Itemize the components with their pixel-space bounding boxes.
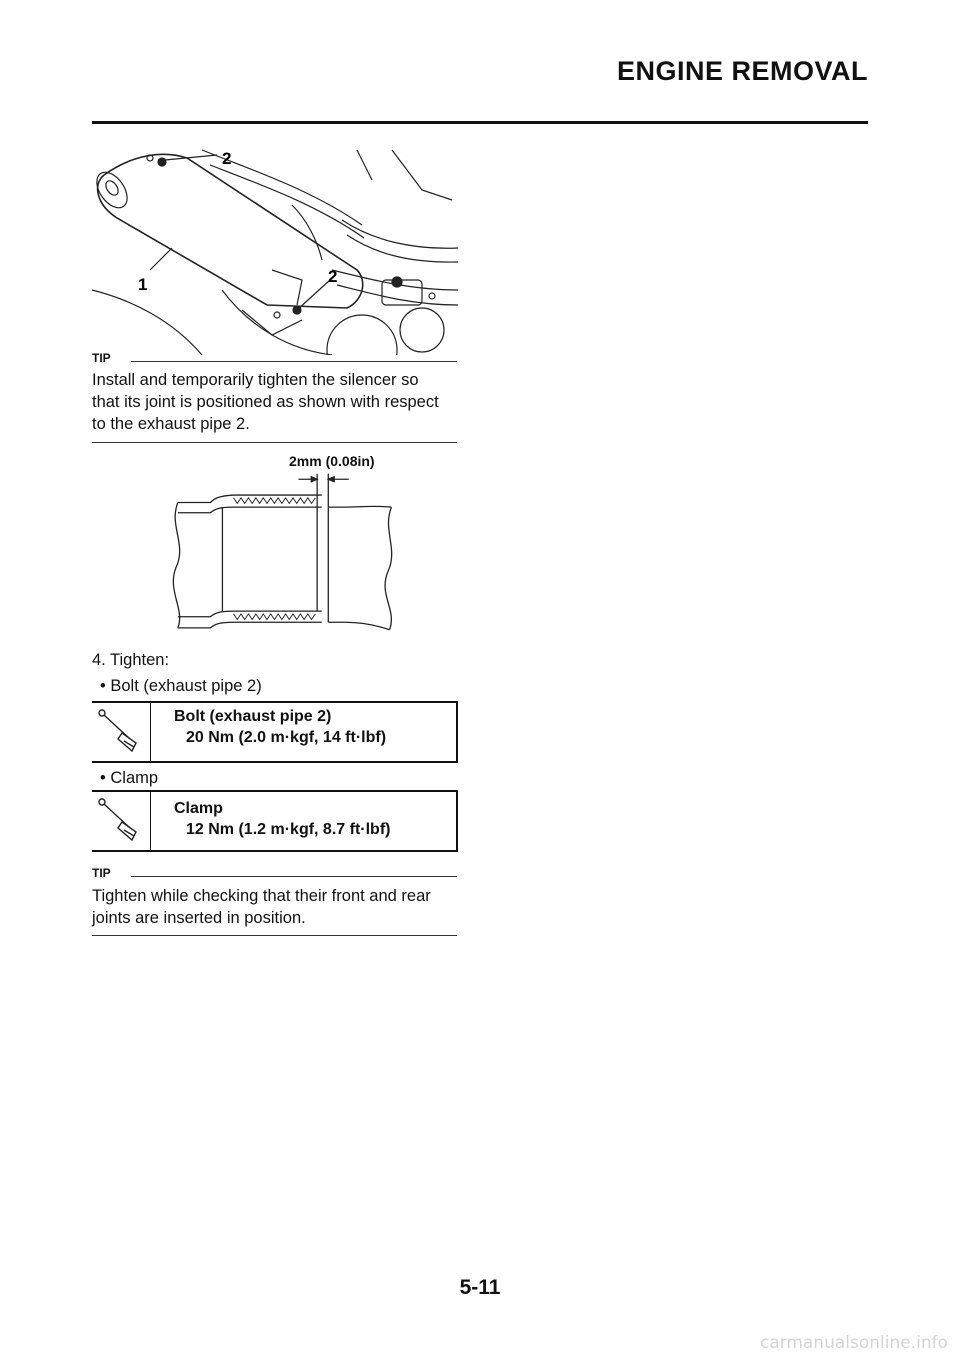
tip-text-line: Install and temporarily tighten the silencer so bbox=[92, 371, 419, 389]
step-bullet-bolt: • Bolt (exhaust pipe 2) bbox=[100, 677, 262, 695]
tip-text bbox=[92, 885, 431, 929]
tip-text-line: to the exhaust pipe 2. bbox=[92, 415, 250, 433]
tip-text-line: that its joint is positioned as shown with respect bbox=[92, 393, 439, 411]
spec-icon-cell bbox=[92, 703, 151, 761]
spec-name: Clamp bbox=[174, 800, 223, 817]
step-bullet-clamp: • Clamp bbox=[100, 769, 159, 787]
watermark: carmanualsonline.info bbox=[759, 1333, 948, 1353]
tip-label: TIP bbox=[92, 866, 111, 880]
tip-end-rule bbox=[92, 442, 457, 443]
spec-icon-cell bbox=[92, 792, 151, 850]
tip-rule bbox=[131, 361, 457, 362]
page-number: 5-11 bbox=[459, 1276, 501, 1299]
header-rule bbox=[92, 121, 868, 124]
tip-end-rule bbox=[92, 935, 457, 936]
torque-wrench-icon bbox=[92, 703, 150, 761]
torque-wrench-icon bbox=[92, 792, 150, 850]
callout-1: 1 bbox=[138, 275, 148, 294]
tip-text-line: Tighten while checking that their front and rear bbox=[92, 887, 431, 905]
dimension-label: 2mm (0.08in) bbox=[289, 453, 375, 469]
page-title: ENGINE REMOVAL bbox=[616, 56, 868, 86]
tip-text bbox=[92, 369, 439, 435]
spec-value: 12 Nm (1.2 m·kgf, 8.7 ft·lbf) bbox=[186, 821, 391, 838]
tip-rule bbox=[131, 876, 457, 877]
spec-value: 20 Nm (2.0 m·kgf, 14 ft·lbf) bbox=[186, 729, 387, 746]
torque-spec-box bbox=[92, 701, 458, 763]
step-title: 4. Tighten: bbox=[92, 651, 170, 669]
silencer-illustration bbox=[92, 130, 458, 355]
callout-2-top: 2 bbox=[222, 149, 232, 168]
callout-2-bottom: 2 bbox=[328, 267, 338, 286]
pipe-joint-diagram bbox=[150, 470, 410, 665]
tip-text-line: joints are inserted in position. bbox=[92, 909, 306, 927]
tip-label: TIP bbox=[92, 351, 111, 365]
torque-spec-box bbox=[92, 790, 458, 852]
spec-name: Bolt (exhaust pipe 2) bbox=[174, 708, 332, 725]
